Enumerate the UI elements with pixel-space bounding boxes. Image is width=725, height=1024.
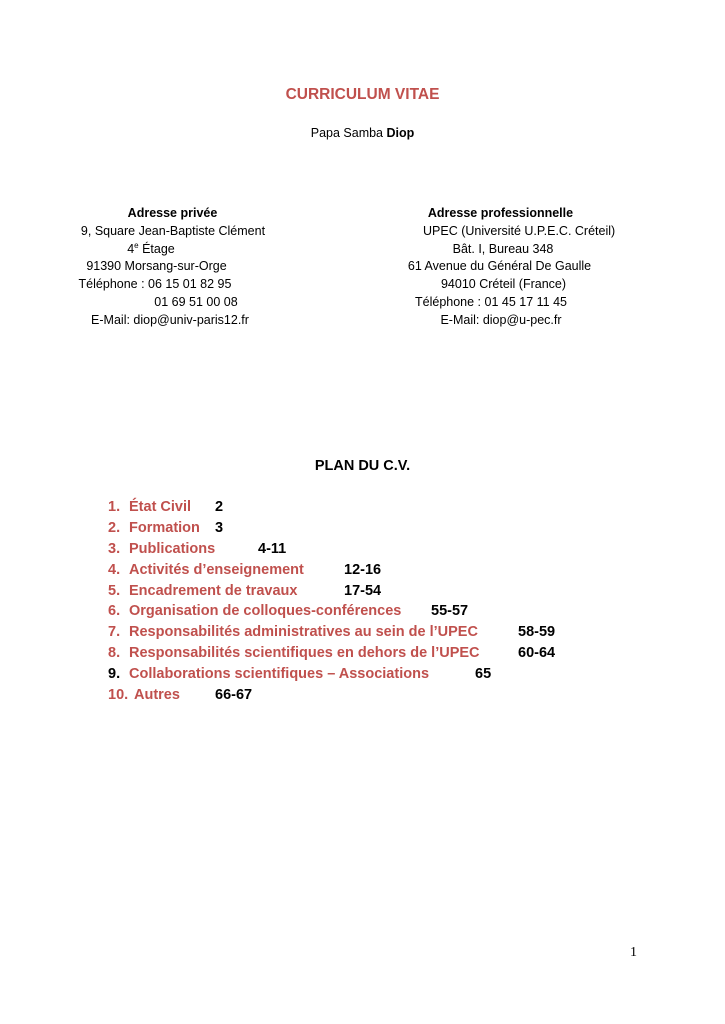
professional-phone: Téléphone : 01 45 17 11 45 [415,294,567,309]
toc-item-number: 2. [108,519,121,536]
private-city: 91390 Morsang-sur-Orge [86,259,227,274]
author-last-name: Diop [386,126,415,140]
toc-item-label: Responsabilités administratives au sein de l’UPEC [129,624,478,641]
toc-item-number: 9. [108,666,121,683]
toc-item-number: 10. [108,687,129,704]
professional-building: Bât. I, Bureau 348 [452,241,554,256]
professional-address-block [398,205,616,330]
toc-item-number: 7. [108,624,121,641]
page-number: 1 [630,945,637,960]
toc-item-label: Encadrement de travaux [129,582,298,599]
private-street: 9, Square Jean-Baptiste Clément [80,223,266,238]
toc-item-label: Responsabilités scientifiques en dehors de l’UPEC [129,645,480,662]
toc-item-pages: 65 [475,666,492,683]
toc-item-label: État Civil [129,499,192,515]
toc-item-pages: 17-54 [344,582,382,599]
toc-item-number: 5. [108,582,121,599]
private-floor [24,241,278,259]
toc-item-label: Collaborations scientifiques – Associations [129,666,430,683]
toc-item-number: 1. [108,499,121,515]
toc-item-pages: 12-16 [344,561,382,578]
professional-city: 94010 Créteil (France) [440,277,567,292]
toc-item-label: Formation [129,519,200,536]
professional-street: 61 Avenue du Général De Gaulle [407,259,592,274]
professional-institution: UPEC (Université U.P.E.C. Créteil) [423,223,616,238]
professional-email: E-Mail: diop@u-pec.fr [440,312,562,327]
toc-item-pages: 66-67 [215,687,253,704]
toc-item-number: 6. [108,603,121,620]
toc-item-label: Autres [134,687,180,704]
toc-item-pages: 60-64 [518,645,556,662]
toc-item-number: 4. [108,561,121,578]
toc-item-pages: 2 [215,499,224,515]
toc-item-pages: 4-11 [258,540,287,557]
toc-item-pages: 58-59 [518,624,556,641]
private-address-heading: Adresse privée [127,206,218,220]
author-name [0,126,725,140]
toc-item-label: Publications [129,540,216,557]
plan-heading: PLAN DU C.V. [314,458,411,474]
toc-item-pages: 55-57 [431,603,469,620]
toc-item-label: Activités d’enseignement [129,561,304,578]
document-title: CURRICULUM VITAE [285,86,440,103]
private-email: E-Mail: diop@univ-paris12.fr [91,312,249,327]
toc-item-label: Organisation de colloques-conférences [129,603,402,620]
private-floor-word: Étage [138,241,175,256]
private-address-block [68,205,278,330]
author-first-name: Papa Samba [310,126,387,140]
toc-item-number: 3. [108,540,121,557]
professional-address-heading: Adresse professionnelle [427,206,574,220]
toc-item-pages: 3 [215,519,224,536]
private-phone1: Téléphone : 06 15 01 82 95 [78,277,232,292]
toc-item-number: 8. [108,645,121,662]
private-floor-num: 4 [127,241,135,256]
private-phone2: 01 69 51 00 08 [154,294,238,309]
private-floor-sup: e [134,240,139,250]
